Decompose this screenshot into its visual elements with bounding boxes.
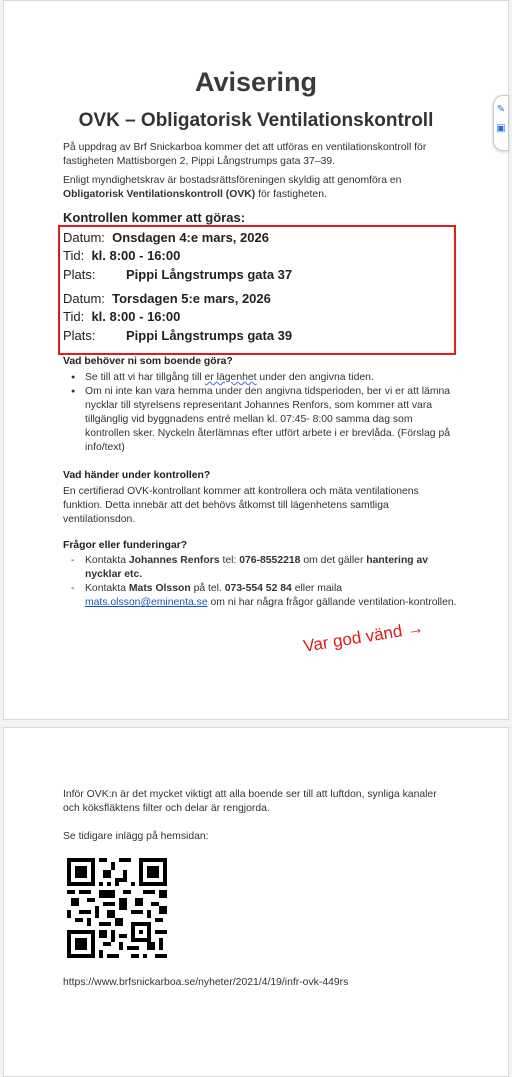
question-heading-3: Frågor eller funderingar? [63,540,188,551]
website-reference: Se tidigare inlägg på hemsidan: [63,831,209,842]
question-heading-1: Vad behöver ni som boende göra? [63,356,233,367]
side-toolbar[interactable] [493,95,508,151]
list-item: - Kontakta Johannes Renfors tel: 076-8552218 om det gäller hantering av nycklar etc. [63,554,458,582]
schedule-place-2: Pippi Långstrumps gata 39 [126,328,293,343]
document-subtitle: OVK – Obligatorisk Ventilationskontroll [78,110,434,131]
contact-list [63,554,458,610]
page-1 [3,0,509,720]
list-item: ● Om ni inte kan vara hemma under den angivna tidsperioden, ber vi er att lämna nycklar till styrelsens representant Johannes Renfors, som kommer att vara tillgänglig vid byggnadens entré mellan kl. 07:45- 8:00 samma dag som kontrollen sker. Nyckeln återlämnas efter utfört arbete i er brevlåda. (Förslag på info/text) [63,385,458,455]
intro-paragraph-1: På uppdrag av Brf Snickarboa kommer det att utföras en ventilationskontroll för fastigheten Mattisborgen 2, Pippi Långstrumps gata 37–39. [63,142,427,167]
document-title: Avisering [194,67,318,97]
resident-actions-list [63,371,458,455]
schedule-time-2: Tid: kl. 8:00 - 16:00 [63,309,181,324]
schedule-place-2-label: Plats: [63,328,96,343]
comment-icon[interactable]: ▣ [496,123,506,134]
question-heading-2: Vad händer under kontrollen? [63,470,211,481]
qr-code-image [67,858,167,958]
turn-page-note: Var god vänd → [302,617,426,656]
schedule-date-1: Datum: Onsdagen 4:e mars, 2026 [63,230,269,245]
list-item: ● Se till att vi har tillgång till er lägenhet under den angivna tiden. [63,371,458,385]
schedule-place-1: Pippi Långstrumps gata 37 [126,267,293,282]
cleaning-notice: Inför OVK:n är det mycket viktigt att alla boende ser till att luftdon, synliga kanaler och köksfläktens filter och delar är rengjorda. [63,789,437,814]
schedule-date-2: Datum: Torsdagen 5:e mars, 2026 [63,291,271,306]
website-url[interactable]: https://www.brfsnickarboa.se/nyheter/2021/4/19/infr-ovk-449rs [63,977,349,988]
page-2 [3,727,509,1077]
intro-paragraph-2: Enligt myndighetskrav är bostadsrättsföreningen skyldig att genomföra en Obligatorisk Ventilationskontroll (OVK) för fastigheten. [63,175,402,200]
schedule-place-1-label: Plats: [63,267,96,282]
schedule-time-1: Tid: kl. 8:00 - 16:00 [63,248,181,263]
schedule-heading: Kontrollen kommer att göras: [63,210,246,225]
email-link[interactable]: mats.olsson@eminenta.se [85,597,208,608]
inspection-description: En certifierad OVK-kontrollant kommer att kontrollera och mäta ventilationens funktion. Detta innebär att det behövs åtkomst till lägenhetens samtliga ventilationsdon. [63,486,419,525]
edit-icon[interactable]: ✎ [496,104,506,115]
list-item: - Kontakta Mats Olsson på tel. 073-554 52 84 eller maila mats.olsson@eminenta.se om ni har några frågor gällande ventilation-kontrollen. [63,582,458,610]
